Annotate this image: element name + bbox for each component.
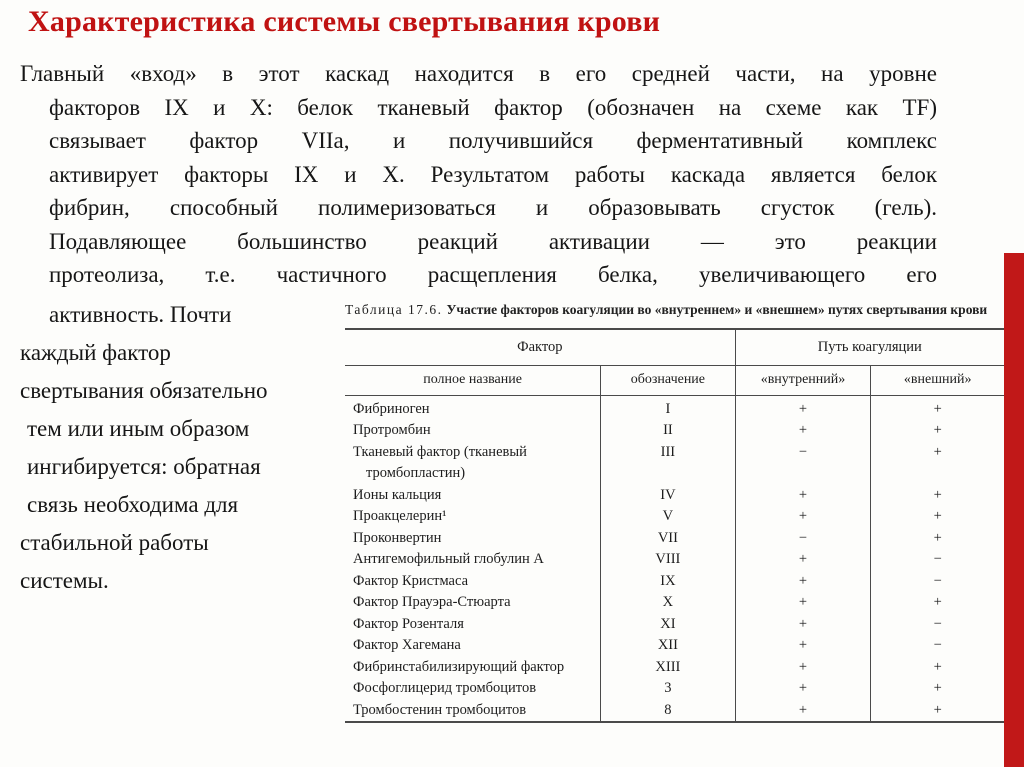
external-path-value: +	[871, 420, 1004, 442]
group-header-factor: Фактор	[345, 329, 735, 365]
col-header-external: «внешний»	[871, 365, 1004, 395]
factor-name: Проконвертин	[353, 529, 442, 546]
body-paragraph-top	[20, 57, 937, 292]
body-text-line: активирует факторы IX и X. Результатом работы каскада является белок	[49, 161, 937, 187]
factor-name: Тромбостенин тромбоцитов	[353, 701, 527, 718]
internal-path-value: +	[735, 592, 871, 614]
internal-path-value: −	[735, 442, 871, 485]
factor-name: Фактор Хагемана	[353, 637, 461, 654]
factor-code: III	[601, 442, 735, 485]
external-path-value: +	[871, 657, 1004, 679]
external-path-value: +	[871, 528, 1004, 550]
factor-code: VIII	[601, 549, 735, 571]
external-path-value: +	[871, 506, 1004, 528]
factor-code: IV	[601, 485, 735, 507]
factor-code: V	[601, 506, 735, 528]
factor-code: X	[601, 592, 735, 614]
factor-name: Фактор Прауэра-Стюарта	[353, 594, 511, 611]
internal-path-value: +	[735, 635, 871, 657]
table-row	[345, 420, 1004, 442]
external-path-value: +	[871, 395, 1004, 420]
body-text-line: системы.	[20, 568, 109, 593]
factor-code: 8	[601, 700, 735, 723]
factor-code: XII	[601, 635, 735, 657]
body-text-line: связь необходима для	[27, 492, 239, 517]
slide-title: Характеристика системы свертывания крови	[28, 5, 661, 38]
factor-code: XIII	[601, 657, 735, 679]
body-text-line: ингибируется: обратная	[27, 454, 261, 479]
factor-name: Ионы кальция	[353, 486, 442, 503]
internal-path-value: +	[735, 420, 871, 442]
external-path-value: +	[871, 442, 1004, 485]
col-header-designation: обозначение	[601, 365, 735, 395]
table-row	[345, 592, 1004, 614]
table-caption-text: Участие факторов коагуляции во «внутреннем» и «внешнем» путях свертывания крови	[446, 302, 988, 317]
internal-path-value: +	[735, 678, 871, 700]
external-path-value: −	[871, 635, 1004, 657]
col-header-internal: «внутренний»	[735, 365, 871, 395]
table-group-header-row	[345, 329, 1004, 365]
table-caption-label: Таблица 17.6.	[345, 302, 443, 317]
body-text-line: связывает фактор VIIa, и получившийся ферментативный комплекс	[49, 128, 937, 153]
factor-name: Протромбин	[353, 422, 431, 439]
body-text-line: тем или иным образом	[27, 416, 250, 441]
table-row	[345, 635, 1004, 657]
table-row	[345, 528, 1004, 550]
external-path-value: −	[871, 614, 1004, 636]
internal-path-value: +	[735, 571, 871, 593]
table-row	[345, 700, 1004, 723]
table-caption	[345, 300, 1004, 320]
internal-path-value: +	[735, 395, 871, 420]
body-text-line: факторов IX и X: белок тканевый фактор (обозначен на схеме как TF)	[49, 94, 937, 120]
internal-path-value: +	[735, 549, 871, 571]
internal-path-value: +	[735, 657, 871, 679]
table-row	[345, 395, 1004, 420]
table-row	[345, 506, 1004, 528]
body-text-line: Подавляющее большинство реакций активации — это реакции	[49, 228, 937, 254]
factor-name: Фактор Розенталя	[353, 615, 464, 632]
factor-code: XI	[601, 614, 735, 636]
external-path-value: −	[871, 549, 1004, 571]
factor-code: IX	[601, 571, 735, 593]
factor-code: VII	[601, 528, 735, 550]
external-path-value: −	[871, 571, 1004, 593]
external-path-value: +	[871, 592, 1004, 614]
factor-code: II	[601, 420, 735, 442]
internal-path-value: +	[735, 485, 871, 507]
table-block	[345, 300, 1004, 723]
table-row	[345, 614, 1004, 636]
body-text-line: Главный «вход» в этот каскад находится в его средней части, на уровне	[20, 61, 937, 86]
table-row	[345, 657, 1004, 679]
factor-name: Фибриноген	[353, 400, 430, 417]
table-row	[345, 485, 1004, 507]
internal-path-value: +	[735, 614, 871, 636]
factor-name: Проакцелерин¹	[353, 508, 447, 525]
factor-table-body	[345, 395, 1004, 722]
table-column-header-row	[345, 365, 1004, 395]
external-path-value: +	[871, 700, 1004, 723]
body-paragraph-left	[20, 296, 342, 600]
table-row	[345, 571, 1004, 593]
table-row	[345, 442, 1004, 485]
internal-path-value: +	[735, 506, 871, 528]
factor-name: Фибринстабилизирующий фактор	[353, 658, 565, 675]
factor-code: I	[601, 395, 735, 420]
body-text-line: стабильной работы	[20, 530, 209, 555]
factor-name: Антигемофильный глобулин А	[353, 551, 544, 568]
factor-name: Фактор Кристмаса	[353, 572, 469, 589]
body-text-line: активность. Почти	[49, 302, 232, 327]
body-text-line: каждый фактор	[20, 340, 171, 365]
body-text-line: протеолиза, т.е. частичного расщепления белка, увеличивающего его	[49, 262, 937, 287]
body-text-line: фибрин, способный полимеризоваться и образовывать сгусток (гель).	[49, 195, 937, 220]
body-text-line: свертывания обязательно	[20, 378, 268, 403]
internal-path-value: +	[735, 700, 871, 723]
external-path-value: +	[871, 485, 1004, 507]
coagulation-factors-table	[345, 328, 1004, 723]
col-header-full-name: полное название	[345, 365, 601, 395]
factor-name: Тканевый фактор (тканевый тромбопластин)	[353, 443, 527, 482]
table-row	[345, 678, 1004, 700]
factor-code: 3	[601, 678, 735, 700]
external-path-value: +	[871, 678, 1004, 700]
factor-name: Фосфоглицерид тромбоцитов	[353, 680, 537, 697]
group-header-coagulation-path: Путь коагуляции	[735, 329, 1004, 365]
internal-path-value: −	[735, 528, 871, 550]
accent-bar	[1004, 253, 1024, 767]
table-row	[345, 549, 1004, 571]
